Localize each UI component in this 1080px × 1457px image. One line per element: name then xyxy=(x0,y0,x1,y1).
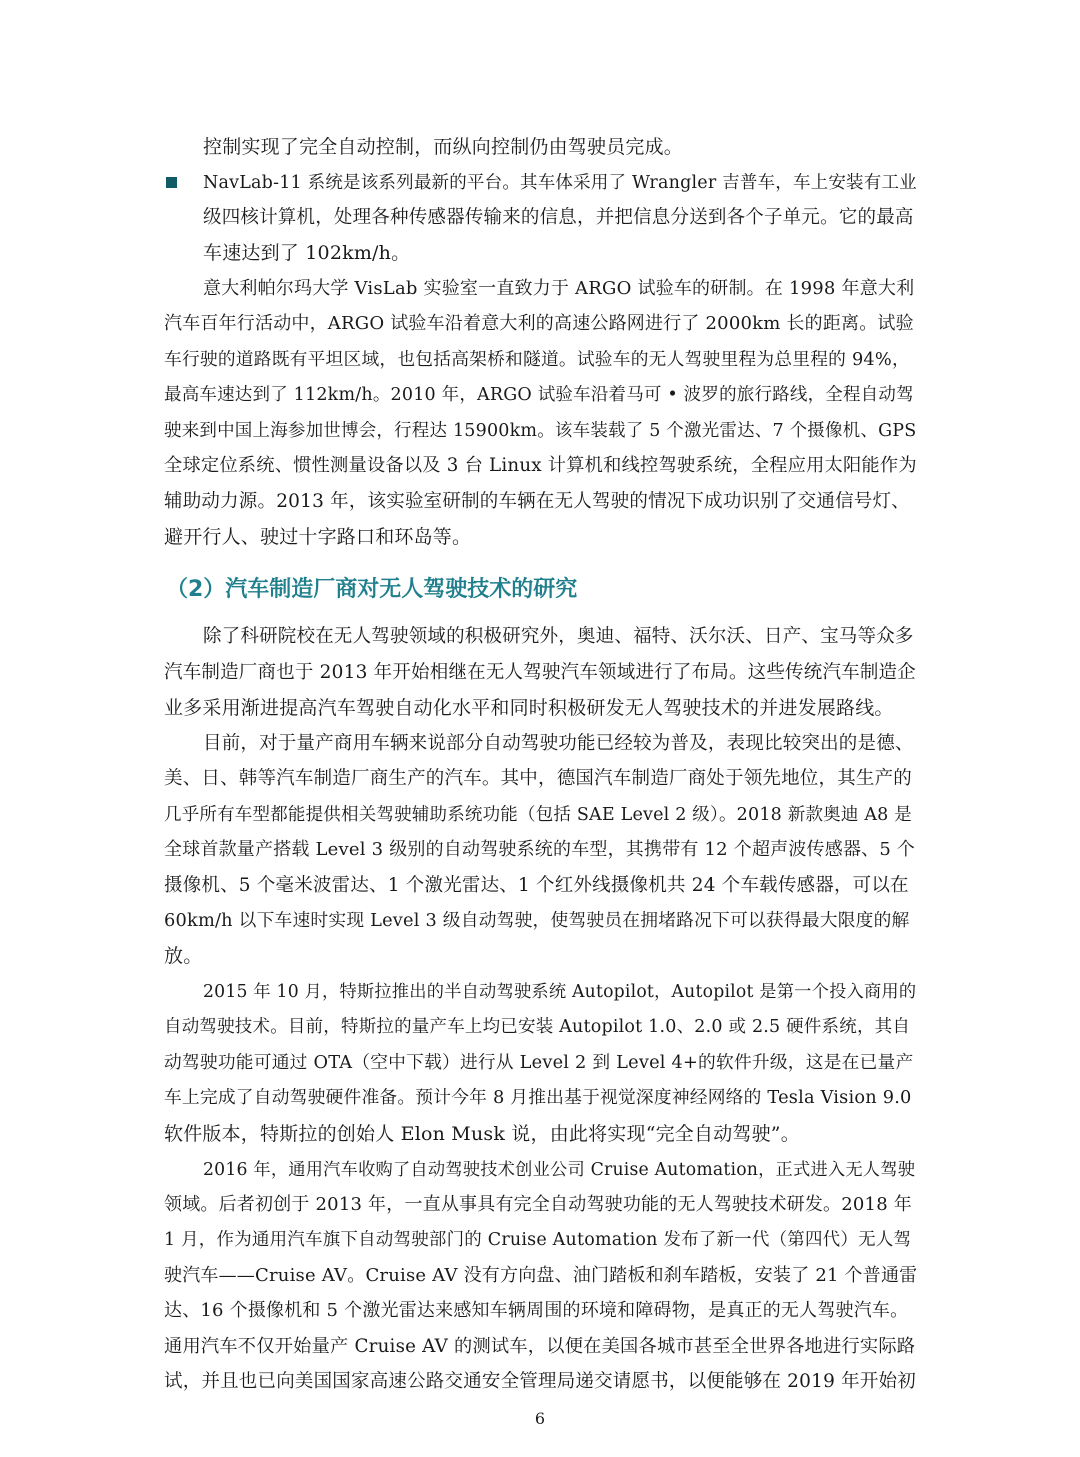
paragraph-line: 60km/h 以下车速时实现 Level 3 级自动驾驶，使驾驶员在拥堵路况下可以获得最大限度的解 xyxy=(164,911,910,931)
paragraph-line: 1 月，作为通用汽车旗下自动驾驶部门的 Cruise Automation 发布了新一代（第四代）无人驾 xyxy=(164,1230,912,1250)
paragraph-line: 美、日、韩等汽车制造厂商生产的汽车。其中，德国汽车制造厂商处于领先地位，其生产的 xyxy=(164,768,913,789)
paragraph-line: 领域。后者初创于 2013 年，一直从事具有完全自动驾驶功能的无人驾驶技术研发。2018 年 xyxy=(164,1194,912,1215)
paragraph-line: 自动驾驶技术。目前，特斯拉的量产车上均已安装 Autopilot 1.0、2.0 或 2.5 硬件系统，其自 xyxy=(164,1017,911,1037)
paragraph-line: 全球首款量产搭载 Level 3 级别的自动驾驶系统的车型，其携带有 12 个超声波传感器、5 个 xyxy=(164,839,916,860)
paragraph-line: 驶汽车——Cruise AV。Cruise AV 没有方向盘、油门踏板和刹车踏板，安装了 21 个普通雷 xyxy=(164,1265,918,1286)
bullet-line: 车速达到了 102km/h。 xyxy=(203,242,411,264)
paragraph-line: 几乎所有车型都能提供相关驾驶辅助系统功能（包括 SAE Level 2 级）。2018 新款奥迪 A8 是 xyxy=(164,805,912,825)
paragraph-line: 汽车百年行活动中，ARGO 试验车沿着意大利的高速公路网进行了 2000km 长的距离。试验 xyxy=(164,313,914,334)
paragraph-line: 2015 年 10 月，特斯拉推出的半自动驾驶系统 Autopilot，Autopilot 是第一个投入商用的 xyxy=(203,982,917,1002)
paragraph-line: 最高车速达到了 112km/h。2010 年，ARGO 试验车沿着马可 • 波罗的旅行路线，全程自动驾 xyxy=(164,385,914,405)
bullet-line: 级四核计算机，处理各种传感器传输来的信息，并把信息分送到各个子单元。它的最高 xyxy=(203,207,914,228)
paragraph-line: 驶来到中国上海参加世博会，行程达 15900km。该车装载了 5 个激光雷达、7 个摄像机、GPS xyxy=(164,421,917,441)
paragraph-line: 软件版本，特斯拉的创始人 Elon Musk 说，由此将实现“完全自动驾驶”。 xyxy=(164,1123,800,1145)
paragraph-line: 避开行人、驶过十字路口和环岛等。 xyxy=(164,526,472,548)
paragraph-line: 全球定位系统、惯性测量设备以及 3 台 Linux 计算机和线控驾驶系统，全程应用太阳能作为 xyxy=(164,455,917,476)
bullet-line: NavLab-11 系统是该系列最新的平台。其车体采用了 Wrangler 吉普车，车上安装有工业 xyxy=(203,173,917,193)
paragraph-line: 放。 xyxy=(164,945,203,967)
paragraph-line: 意大利帕尔玛大学 VisLab 实验室一直致力于 ARGO 试验车的研制。在 1998 年意大利 xyxy=(203,278,915,299)
paragraph-line: 除了科研院校在无人驾驶领域的积极研究外，奥迪、福特、沃尔沃、日产、宝马等众多 xyxy=(203,626,914,647)
paragraph-line: 摄像机、5 个毫米波雷达、1 个激光雷达、1 个红外线摄像机共 24 个车载传感器，可以在 xyxy=(164,875,909,896)
paragraph-line: 动驾驶功能可通过 OTA（空中下载）进行从 Level 2 到 Level 4+的软件升级，这是在已量产 xyxy=(164,1053,914,1073)
paragraph-line: 达、16 个摄像机和 5 个激光雷达来感知车辆周围的环境和障碍物，是真正的无人驾驶汽车。 xyxy=(164,1300,909,1321)
square-bullet-icon xyxy=(166,177,177,188)
paragraph-line: 2016 年，通用汽车收购了自动驾驶技术创业公司 Cruise Automation，正式进入无人驾驶 xyxy=(203,1160,916,1180)
paragraph-line: 业多采用渐进提高汽车驾驶自动化水平和同时积极研发无人驾驶技术的并进发展路线。 xyxy=(164,697,894,719)
paragraph-line: 车上完成了自动驾驶硬件准备。预计今年 8 月推出基于视觉深度神经网络的 Tesla Vision 9.0 xyxy=(164,1088,912,1108)
paragraph-line: 目前，对于量产商用车辆来说部分自动驾驶功能已经较为普及，表现比较突出的是德、 xyxy=(203,733,914,754)
page-number: 6 xyxy=(534,1409,546,1428)
section-heading: （2）汽车制造厂商对无人驾驶技术的研究 xyxy=(166,577,578,602)
paragraph-line: 试，并且也已向美国国家高速公路交通安全管理局递交请愿书，以便能够在 2019 年开始初 xyxy=(164,1371,916,1392)
paragraph-line: 辅助动力源。2013 年，该实验室研制的车辆在无人驾驶的情况下成功识别了交通信号灯、 xyxy=(164,491,910,512)
paragraph-line: 汽车制造厂商也于 2013 年开始相继在无人驾驶汽车领域进行了布局。这些传统汽车制造企 xyxy=(164,662,916,683)
paragraph-line: 通用汽车不仅开始量产 Cruise AV 的测试车，以便在美国各城市甚至全世界各地进行实际路 xyxy=(164,1336,916,1357)
paragraph-line: 车行驶的道路既有平坦区域，也包括高架桥和隧道。试验车的无人驾驶里程为总里程的 94%， xyxy=(164,350,910,370)
bullet-continuation: 控制实现了完全自动控制，而纵向控制仍由驾驶员完成。 xyxy=(203,136,684,158)
